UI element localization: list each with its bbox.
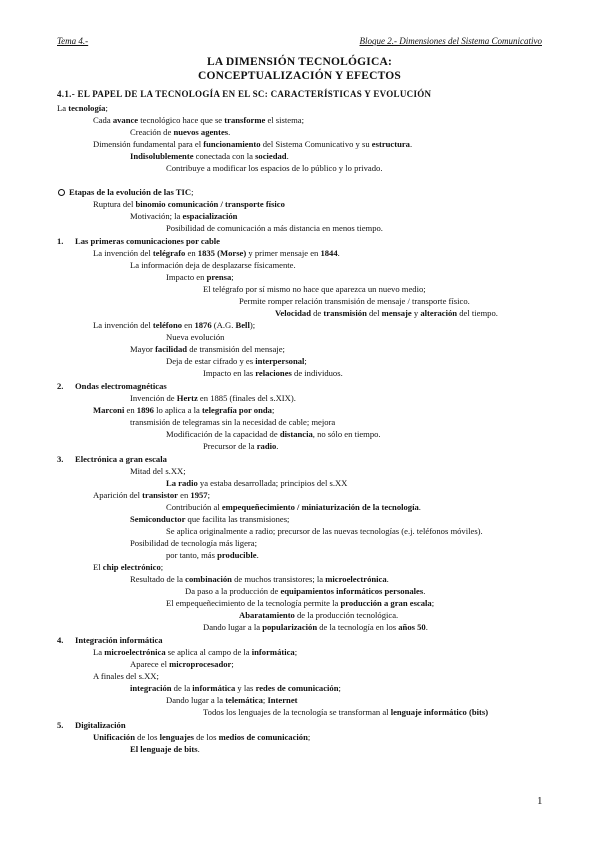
text-line: Motivación; la espacialización	[130, 211, 238, 221]
circle-bullet-icon	[58, 189, 65, 196]
text-line: Precursor de la radio.	[203, 441, 279, 451]
page-title-line1: LA DIMENSIÓN TECNOLÓGICA:	[207, 56, 392, 68]
text-line: A finales del s.XX;	[93, 671, 159, 681]
list-number: 4.	[57, 635, 64, 645]
text-line: Las primeras comunicaciones por cable	[75, 236, 220, 246]
text-line: La microelectrónica se aplica al campo de la informática;	[93, 647, 298, 657]
text-line: Contribución al empequeñecimiento / miniaturización de la tecnología.	[166, 502, 421, 512]
text-line: Indisolublemente conectada con la sociedad.	[130, 151, 289, 161]
text-line: Impacto en las relaciones de individuos.	[203, 368, 343, 378]
text-line: Abaratamiento de la producción tecnológica.	[239, 610, 399, 620]
text-line: transmisión de telegramas sin la necesidad de cable; mejora	[130, 417, 336, 427]
text-line: Posibilidad de comunicación a más distancia en menos tiempo.	[166, 223, 383, 233]
text-line: Se aplica originalmente a radio; precursor de las nuevas tecnologías (e.j. teléfonos móviles).	[166, 526, 483, 536]
text-line: por tanto, más producible.	[166, 550, 259, 560]
text-line: La radio ya estaba desarrollada; principios del s.XX	[166, 478, 348, 488]
text-line: Creación de nuevos agentes.	[130, 127, 231, 137]
header-block: Bloque 2.- Dimensiones del Sistema Comunicativo	[359, 36, 542, 46]
list-number: 1.	[57, 236, 64, 246]
text-line: Da paso a la producción de equipamientos informáticos personales.	[185, 586, 426, 596]
text-line: La información deja de desplazarse físicamente.	[130, 260, 296, 270]
text-line: Mitad del s.XX;	[130, 466, 186, 476]
text-line: Cada avance tecnológico hace que se transforme el sistema;	[93, 115, 304, 125]
text-line: Nueva evolución	[166, 332, 225, 342]
text-line: El chip electrónico;	[93, 562, 164, 572]
text-line: Ondas electromagnéticas	[75, 381, 167, 391]
text-line: La invención del teléfono en 1876 (A.G. Bell);	[93, 320, 256, 330]
list-number: 5.	[57, 720, 64, 730]
text-line: Semiconductor que facilita las transmisiones;	[130, 514, 290, 524]
text-line: Contribuye a modificar los espacios de lo público y lo privado.	[166, 163, 383, 173]
text-line: Electrónica a gran escala	[75, 454, 167, 464]
list-number: 3.	[57, 454, 64, 464]
section-heading: 4.1.- EL PAPEL DE LA TECNOLOGÍA EN EL SC: CARACTERÍSTICAS Y EVOLUCIÓN	[57, 89, 432, 99]
text-line: El empequeñecimiento de la tecnología permite la producción a gran escala;	[166, 598, 435, 608]
text-line: La tecnología;	[57, 103, 108, 113]
text-line: Marconi en 1896 lo aplica a la telegrafía por onda;	[93, 405, 275, 415]
list-number: 2.	[57, 381, 64, 391]
text-line: integración de la informática y las redes de comunicación;	[130, 683, 341, 693]
text-line: Aparición del transistor en 1957;	[93, 490, 210, 500]
text-line: Posibilidad de tecnología más ligera;	[130, 538, 257, 548]
text-line: El telégrafo por sí mismo no hace que aparezca un nuevo medio;	[203, 284, 426, 294]
text-line: Resultado de la combinación de muchos transistores; la microelectrónica.	[130, 574, 389, 584]
text-line: Integración informática	[75, 635, 163, 645]
text-line: La invención del telégrafo en 1835 (Morse) y primer mensaje en 1844.	[93, 248, 340, 258]
text-line: Deja de estar cifrado y es interpersonal;	[166, 356, 307, 366]
text-line: El lenguaje de bits.	[130, 744, 200, 754]
text-line: Dando lugar a la popularización de la tecnología en los años 50.	[203, 622, 428, 632]
page-number: 1	[537, 795, 543, 807]
page-title-line2: CONCEPTUALIZACIÓN Y EFECTOS	[197, 70, 402, 82]
text-line: Etapas de la evolución de las TIC;	[69, 187, 194, 197]
text-line: Permite romper relación transmisión de mensaje / transporte físico.	[239, 296, 470, 306]
text-line: Ruptura del binomio comunicación / transporte físico	[93, 199, 285, 209]
text-line: Velocidad de transmisión del mensaje y alteración del tiempo.	[275, 308, 498, 318]
text-line: Impacto en prensa;	[166, 272, 234, 282]
text-line: Aparece el microprocesador;	[130, 659, 234, 669]
text-line: Digitalización	[75, 720, 126, 730]
text-line: Modificación de la capacidad de distancia, no sólo en tiempo.	[166, 429, 381, 439]
header-topic: Tema 4.-	[57, 36, 89, 46]
text-line: Mayor facilidad de transmisión del mensaje;	[130, 344, 285, 354]
text-line: Unificación de los lenguajes de los medios de comunicación;	[93, 732, 311, 742]
text-line: Todos los lenguajes de la tecnología se transforman al lenguaje informático (bits)	[203, 707, 489, 717]
text-line: Dando lugar a la telemática; Internet	[166, 695, 298, 705]
text-line: Dimensión fundamental para el funcionamiento del Sistema Comunicativo y su estructura.	[93, 139, 413, 149]
text-line: Invención de Hertz en 1885 (finales del s.XIX).	[130, 393, 296, 403]
